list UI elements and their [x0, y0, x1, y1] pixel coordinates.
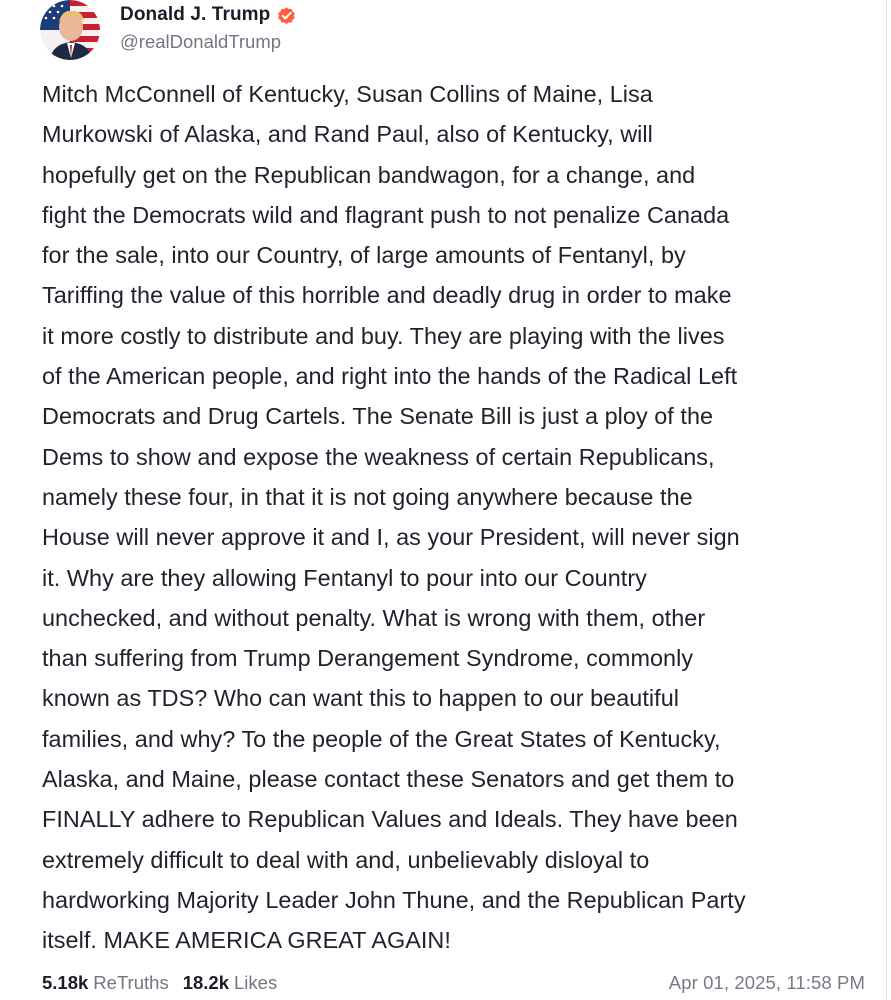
author-handle[interactable]: @realDonaldTrump [120, 31, 282, 52]
post-body-text: Mitch McConnell of Kentucky, Susan Collins of Maine, Lisa Murkowski of Alaska, and Rand Paul, also of Kentucky, will hopefully get on the Republican bandwagon, for a change, and fight the Democrats wild and flagrant push to not penalize Canada for the sale, into our Country, of large amounts of Fentanyl, by Tariffing the value of this horrible and deadly drug in order to make it more costly to distribute and buy. They are playing with the lives of the American people, and right into the hands of the Radical Left Democrats and Drug Cartels. The Senate Bill is just a ploy of the Dems to show and expose the weakness of certain Republicans, namely these four, in that it is not going anywhere because the House will never approve it and I, as your President, will never sign it. Why are they allowing Fentanyl to pour into our Country unchecked, and without penalty. What is wrong with them, other than suffering from Trump Derangement Syndrome, commonly known as TDS? Who can want this to happen to our beautiful families, and why? To the people of the Great States of Kentucky, Alaska, and Maine, please contact these Senators and get them to FINALLY adhere to Republican Values and Ideals. They have been extremely difficult to deal with and, unbelievably disloyal to hardworking Majority Leader John Thune, and the Republican Party itself. MAKE AMERICA GREAT AGAIN! [42, 81, 746, 954]
avatar[interactable] [40, 0, 100, 60]
post-header [40, 0, 297, 62]
author-info [120, 1, 297, 53]
retruths-count: 5.18k [42, 972, 89, 993]
post-timestamp[interactable]: Apr 01, 2025, 11:58 PM [668, 972, 865, 993]
post-footer [42, 968, 865, 998]
likes-count: 18.2k [182, 972, 229, 993]
verified-check-icon [276, 5, 297, 26]
retruths-stat[interactable] [42, 972, 169, 994]
retruths-label: ReTruths [93, 972, 169, 993]
display-name[interactable]: Donald J. Trump [120, 4, 271, 25]
likes-stat[interactable] [183, 972, 278, 994]
card-border [886, 0, 887, 1000]
display-name-row [120, 1, 297, 29]
likes-label: Likes [234, 972, 278, 993]
